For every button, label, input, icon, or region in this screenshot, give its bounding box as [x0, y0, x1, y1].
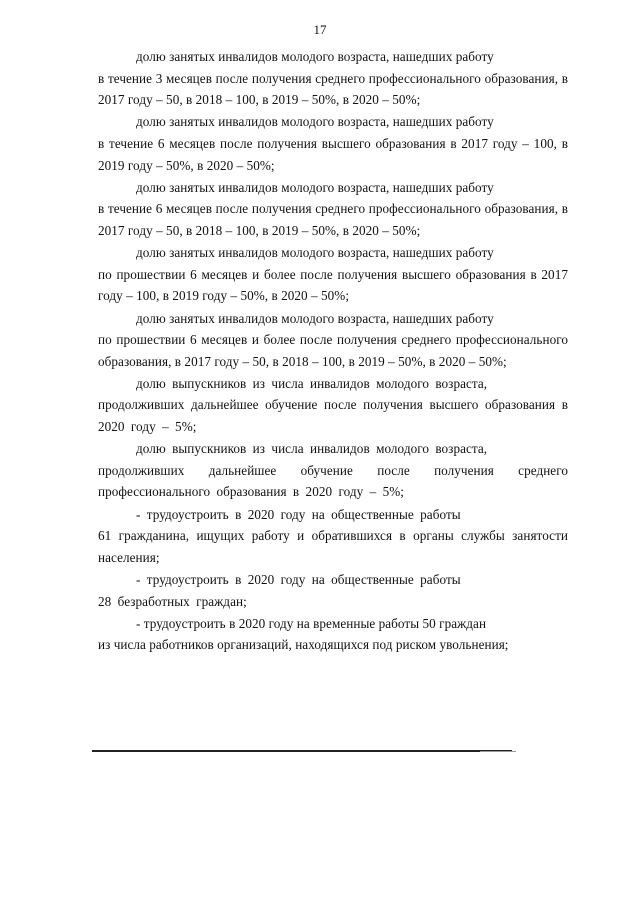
list-item: - трудоустроить в 2020 году на общественные работы 61 гражданина, ищущих работу и обратившихся в органы службы занятости населения; — [98, 506, 568, 565]
list-item: - трудоустроить в 2020 году на временные работы 50 граждан из числа работников организаций, находящихся под риском увольнения; — [98, 615, 509, 653]
page-number: 17 — [313, 22, 327, 37]
paragraph: долю выпускников из числа инвалидов молодого возраста, продолживших дальнейшее обучение после получения высшего образования в 2020 году – 5%; — [98, 375, 568, 435]
paragraph: долю занятых инвалидов молодого возраста, нашедших работу в течение 3 месяцев после получения среднего профессионального образования, в 2017 году – 50, в 2018 – 100, в 2019 – 50%, в 2020 – 50%; — [98, 49, 568, 108]
paragraph: долю занятых инвалидов молодого возраста, нашедших работу по прошествии 6 месяцев и более после получения среднего профессионального образования, в 2017 году – 50, в 2018 – 100, в 2019 – 50%, в 2020 – 50%; — [98, 310, 568, 369]
paragraph: долю занятых инвалидов молодого возраста, нашедших работу по прошествии 6 месяцев и более после получения высшего образования в 2017 году – 100, в 2019 году – 50%, в 2020 – 50%; — [98, 245, 568, 304]
paragraph: долю занятых инвалидов молодого возраста, нашедших работу в течение 6 месяцев после получения среднего профессионального образования, в 2017 году – 50, в 2018 – 100, в 2019 – 50%, в 2020 – 50%; — [98, 179, 568, 238]
horizontal-rule — [92, 750, 512, 752]
paragraph: долю занятых инвалидов молодого возраста, нашедших работу в течение 6 месяцев после получения высшего образования в 2017 году – 100, в 2019 году – 50%, в 2020 – 50%; — [98, 114, 568, 173]
horizontal-rule-tail — [480, 751, 516, 752]
paragraph: долю выпускников из числа инвалидов молодого возраста, продолживших дальнейшее обучение после получения среднего профессионального образования в 2020 году – 5%; — [98, 441, 568, 500]
document-body — [98, 46, 568, 657]
list-item: - трудоустроить в 2020 году на общественные работы 28 безработных граждан; — [98, 572, 461, 609]
